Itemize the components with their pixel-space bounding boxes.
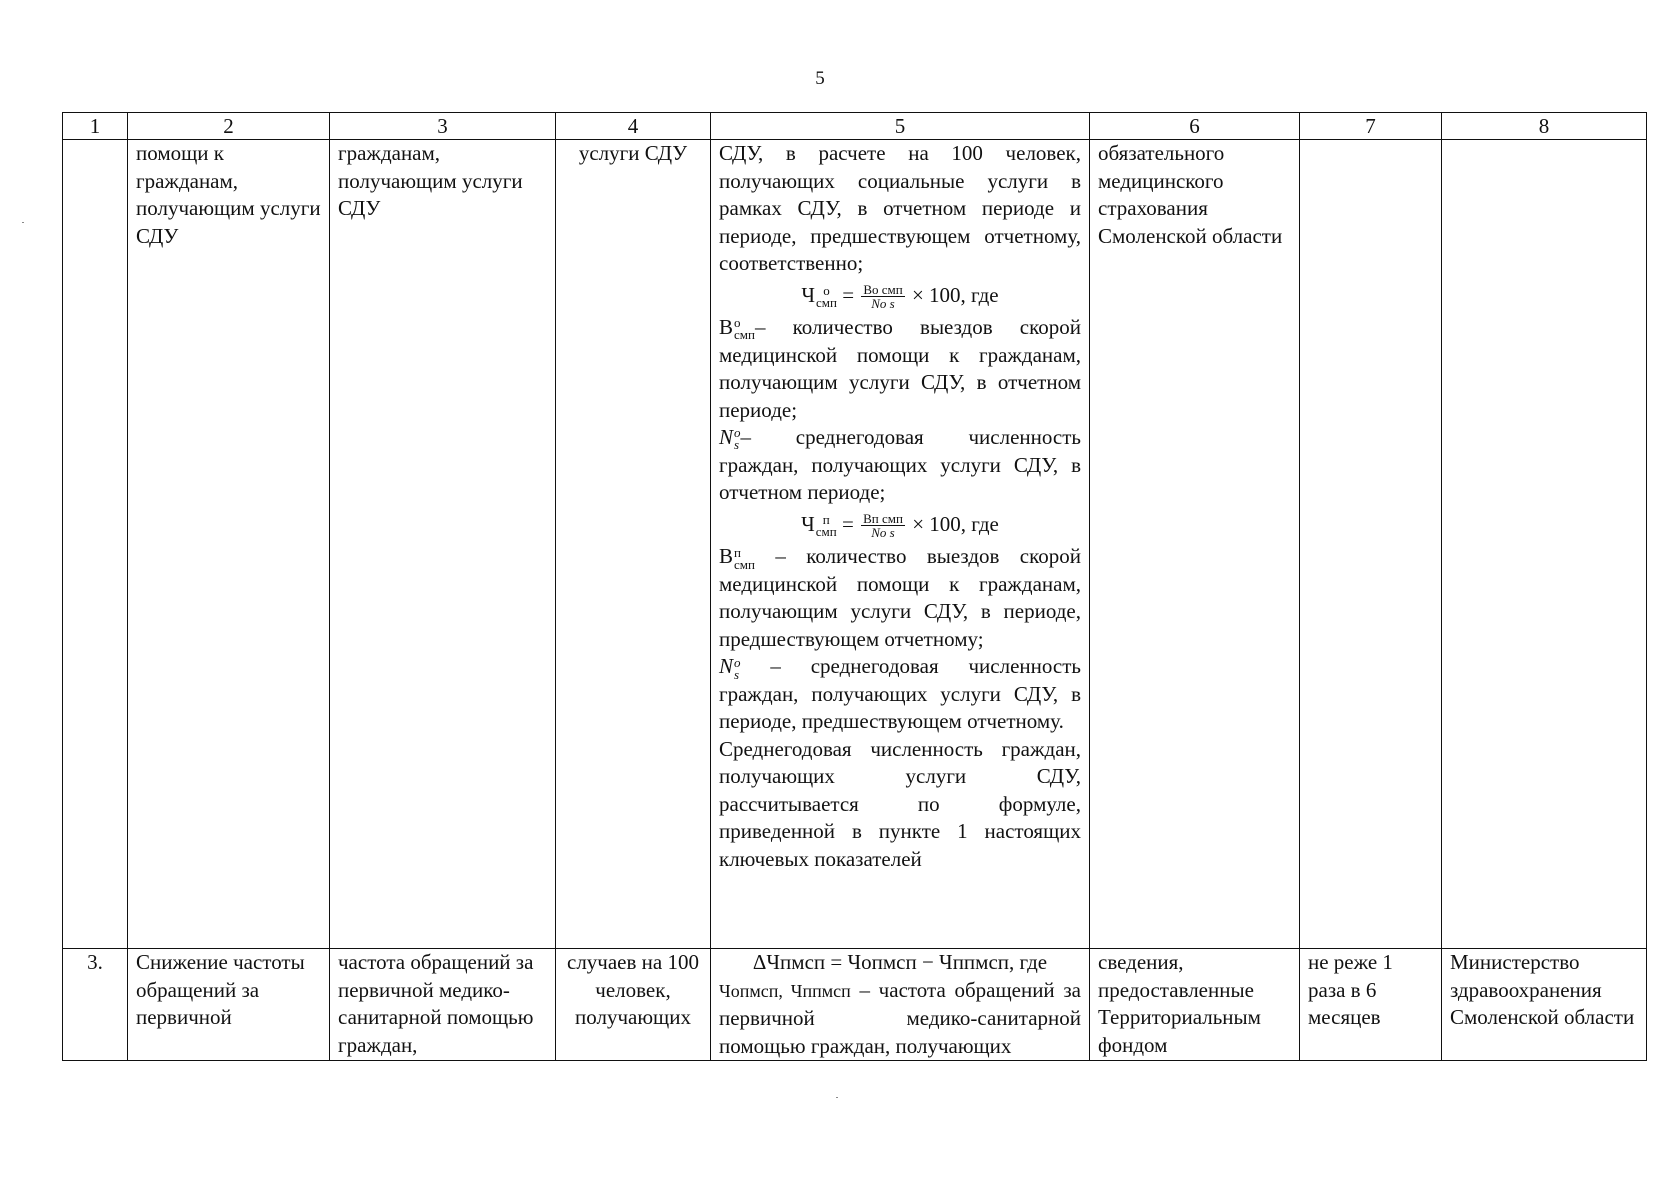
definition-population-reporting: N о s – среднегодовая численность граждан, получающих услуги СДУ, в отчетном периоде; — [719, 425, 1081, 505]
cell-number: 3. — [63, 949, 128, 1061]
cell-calculation-method — [711, 949, 1090, 1061]
header-cell-3: 3 — [330, 113, 556, 140]
cell-data-source: обязательного медицинского страхования Смоленской области — [1090, 140, 1300, 949]
cell-data-source: сведения, предоставленные Территориальным фондом — [1090, 949, 1300, 1061]
cell-indicator-name: помощи к гражданам, получающим услуги СДУ — [128, 140, 330, 949]
formula-reporting: Ч о смп = $\frac{\text{Во смп}}{\text{No s}}$ × 100, где — [801, 282, 999, 312]
indicators-table — [62, 112, 1647, 1061]
cell-frequency: не реже 1 раза в 6 месяцев — [1300, 949, 1442, 1061]
cell-responsible: Министерство здравоохранения Смоленской области — [1442, 949, 1647, 1061]
scan-speck — [22, 222, 24, 223]
formula-delta: ΔЧпмсп = Чопмсп − Чппмсп, где — [752, 950, 1048, 974]
definition-calls-previous: В п смп – количество выездов скорой медицинской помощи к гражданам, получающим услуги СДУ, в периоде, предшествующем отчетному; — [719, 544, 1081, 651]
table-row-continued — [63, 140, 1647, 949]
cell-indicator-definition: гражданам, получающим услуги СДУ — [330, 140, 556, 949]
header-cell-8: 8 — [1442, 113, 1647, 140]
header-cell-5: 5 — [711, 113, 1090, 140]
cell-frequency — [1300, 140, 1442, 949]
header-row — [63, 113, 1647, 140]
header-cell-7: 7 — [1300, 113, 1442, 140]
formula-previous: Ч п смп = $\frac{\text{Вп смп}}{\text{No s}}$ × 100, где — [801, 511, 999, 541]
cell-unit: услуги СДУ — [556, 140, 711, 949]
definition-frequency: Чопмсп, Чппмсп – частота обращений за первичной медико-санитарной помощью граждан, получающих — [719, 977, 1081, 1058]
page-number: 5 — [815, 68, 825, 89]
cell-indicator-definition: частота обращений за первичной медико-санитарной помощью граждан, — [330, 949, 556, 1061]
definition-calls-reporting: В о смп – количество выездов скорой медицинской помощи к гражданам, получающим услуги СДУ, в отчетном периоде; — [719, 315, 1081, 422]
cell-responsible — [1442, 140, 1647, 949]
cell-unit: случаев на 100 человек, получающих — [556, 949, 711, 1061]
definition-population-previous: N о s – среднегодовая численность граждан, получающих услуги СДУ, в периоде, предшествующем отчетному. — [719, 654, 1081, 734]
formula-fraction: $\frac{\text{Вп смп}}{\text{No s}}$ — [863, 511, 903, 541]
cell-calculation-method — [711, 140, 1090, 949]
table-row-3 — [63, 949, 1647, 1061]
cell-number — [63, 140, 128, 949]
calculation-note: Среднегодовая численность граждан, получающих услуги СДУ, рассчитывается по формуле, приведенной в пункте 1 настоящих ключевых показателей — [719, 736, 1081, 871]
header-cell-2: 2 — [128, 113, 330, 140]
header-cell-1: 1 — [63, 113, 128, 140]
calculation-paragraph: СДУ, в расчете на 100 человек, получающих социальные услуги в рамках СДУ, в отчетном периоде и периоде, предшествующем отчетному, соответственно; — [719, 141, 1081, 275]
scan-speck — [836, 1097, 838, 1098]
formula-fraction: $\frac{\text{Во смп}}{\text{No s}}$ — [863, 282, 903, 312]
header-cell-4: 4 — [556, 113, 711, 140]
header-cell-6: 6 — [1090, 113, 1300, 140]
cell-indicator-name: Снижение частоты обращений за первичной — [128, 949, 330, 1061]
